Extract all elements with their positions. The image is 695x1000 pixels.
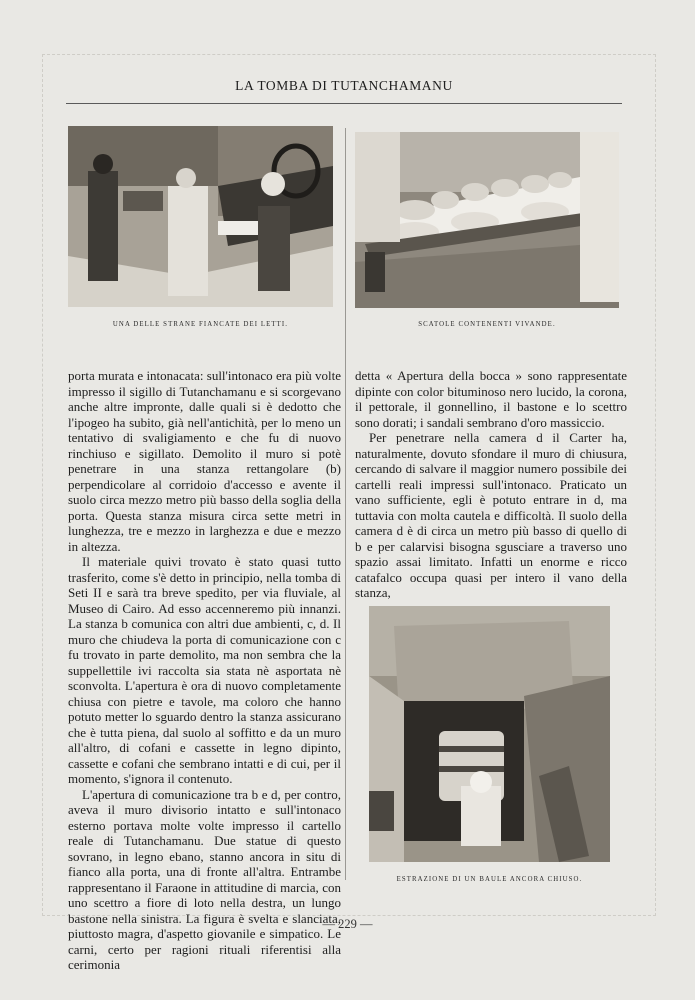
page-number: — 229 — — [322, 917, 373, 931]
paragraph: L'apertura di comunicazione tra b e d, per contro, aveva il muro divisorio intatto e sull'intonaco esterno portava molte volte impresso il cartello reale di Tutanchamanu. Due statue di questo sovrano, in legno ebano, stanno ancora in situ di fianco alla porta, una di fronte all'altra. Entrambe rappresentano il Faraone in attitudine di marcia, con uno scettro a fiore di loto nella destra, un lungo bastone nella sinistra. La figura è svelta e slanciata, piuttosto magra, d'aspetto giovanile e simpatico. Le carni, certo per ragioni rituali riferentisi alla cerimonia — [68, 786, 341, 972]
paragraph: Per penetrare nella camera d il Carter ha, naturalmente, dovuto sfondare il muro di chiusura, cercando di salvare il maggior numero possibile dei cartelli reali impressi sull'intonaco. Praticato un vano sufficiente, egli è potuto entrare in d, ma tuttavia con molta cautela e difficoltà. Il suolo della camera d è di circa un metro più basso di quello di b e per calarvisi bisogna sgusciare a traverso uno spazio assai limitato. Infatti un enorme e ricco catafalco occupa quasi per intero il vano della stanza, — [355, 430, 627, 600]
photo-caption: UNA DELLE STRANE FIANCATE DEI LETTI. — [112, 321, 289, 328]
photo-bed-side-panel — [68, 126, 333, 307]
photo-chest-extraction — [369, 606, 610, 862]
photo-food-boxes — [355, 132, 619, 308]
paragraph: Il materiale quivi trovato è stato quasi tutto trasferito, come s'è detto in principio, nella tomba di Seti II e sarà tra breve spedito, per via fluviale, al Museo di Cairo. Ad esso accenneremo più innanzi. La stanza b comunica con altri due ambienti, c, d. Il muro che chiudeva la porta di comunicazione con c fu trovato in parte demolito, ma non sembra che la suppellettile ivi raccolta sia stata nè asportata nè sconvolta. L'apertura è ora di nuovo completamente chiusa con pietre e tavole, ma coloro che hanno potuto metter lo sguardo dentro la stanza assicurano che è tutta piena, dal suolo al soffitto e da un muro all'altro, di cofani e cassette in legno dipinto, cassette e cofani che sembrano intatti e di cui, per il momento, s'ignora il contenuto. — [68, 554, 341, 786]
column-divider — [345, 128, 346, 880]
header-rule — [66, 103, 622, 104]
left-text-column — [68, 368, 341, 973]
paragraph: detta « Apertura della bocca » sono rappresentate dipinte con color bituminoso nero lucido, la corona, il pettorale, il gonnellino, il bastone e lo scettro sono dorati; i sandali sembrano d'oro massiccio. — [355, 368, 627, 430]
photo-caption: ESTRAZIONE DI UN BAULE ANCORA CHIUSO. — [396, 876, 583, 883]
running-head: LA TOMBA DI TUTANCHAMANU — [235, 78, 453, 93]
photo-caption: SCATOLE CONTENENTI VIVANDE. — [418, 321, 556, 328]
right-text-column — [355, 368, 627, 601]
paragraph: porta murata e intonacata: sull'intonaco era più volte impresso il sigillo di Tutanchamanu e si scorgevano anche altre impronte, dalle quali si è dedotto che l'ipogeo ha subito, già nell'antichità, per lo meno un tentativo di svaligiamento e che fu di nuovo rinchiuso e sigillato. Demolito il muro si potè penetrare in una stanza rettangolare (b) perpendicolare al corridoio d'accesso e avente il suolo circa mezzo metro più basso della soglia della porta. Questa stanza misura circa sette metri in lunghezza, tre e mezzo in larghezza e due e mezzo in altezza. — [68, 368, 341, 554]
